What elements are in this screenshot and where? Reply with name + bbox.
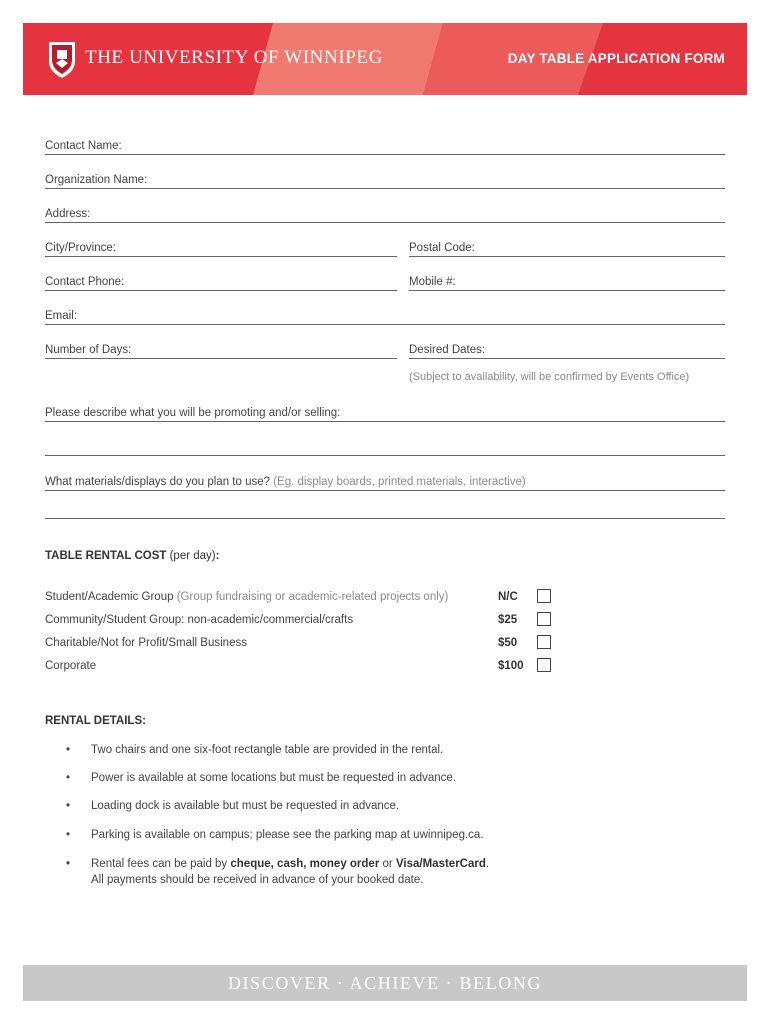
payment-period: . — [485, 858, 490, 870]
materials-hint: (Eg. display boards, printed materials, interactive) — [273, 476, 526, 488]
rate-row-student — [45, 589, 555, 607]
rental-cost-title: TABLE RENTAL COST — [45, 550, 167, 562]
address-label: Address: — [45, 208, 91, 220]
rate-label-text: Student/Academic Group — [45, 591, 174, 603]
rate-row-charitable — [45, 635, 555, 653]
rate-label: Charitable/Not for Profit/Small Business — [45, 637, 247, 649]
city-province-label: City/Province: — [45, 242, 116, 254]
header-banner — [23, 23, 747, 95]
materials-label — [45, 476, 526, 488]
rate-row-corporate — [45, 658, 555, 676]
rate-price: N/C — [498, 591, 518, 603]
contact-name-label: Contact Name: — [45, 140, 122, 152]
mobile-label: Mobile #: — [409, 276, 456, 288]
contact-name-field[interactable] — [45, 136, 725, 155]
materials-field-line-2[interactable] — [45, 500, 725, 519]
materials-question: What materials/displays do you plan to use? — [45, 476, 271, 488]
desired-dates-label: Desired Dates: — [409, 344, 486, 356]
rental-cost-suffix: (per day) — [169, 550, 216, 562]
rate-label-note: (Group fundraising or academic-related projects only) — [176, 591, 449, 603]
rate-checkbox-community[interactable] — [537, 612, 551, 626]
rate-price: $100 — [498, 660, 524, 672]
desired-dates-field[interactable] — [409, 340, 725, 359]
email-label: Email: — [45, 310, 77, 322]
mobile-field[interactable] — [409, 272, 725, 291]
rate-checkbox-charitable[interactable] — [537, 635, 551, 649]
organization-name-label: Organization Name: — [45, 174, 148, 186]
organization-name-field[interactable] — [45, 170, 725, 189]
bullet-dot: • — [66, 800, 71, 812]
payment-prefix: Rental fees can be paid by — [91, 858, 228, 870]
detail-item-payment — [66, 856, 706, 890]
detail-text: Loading dock is available but must be requested in advance. — [91, 800, 400, 812]
university-crest-icon — [47, 39, 77, 79]
detail-text: Two chairs and one six-foot rectangle table are provided in the rental. — [91, 744, 444, 756]
email-field[interactable] — [45, 306, 725, 325]
rental-cost-heading — [45, 550, 219, 562]
rental-cost-colon: : — [215, 550, 220, 562]
availability-note: (Subject to availability, will be confirmed by Events Office) — [409, 371, 690, 383]
rate-label: Corporate — [45, 660, 97, 672]
footer-banner — [23, 965, 747, 1001]
postal-code-field[interactable] — [409, 238, 725, 257]
rental-details-heading: RENTAL DETAILS: — [45, 715, 146, 727]
rate-price: $50 — [498, 637, 518, 649]
bullet-dot: • — [66, 772, 71, 784]
address-field[interactable] — [45, 204, 725, 223]
detail-text: Parking is available on campus; please see the parking map at uwinnipeg.ca. — [91, 829, 484, 841]
number-of-days-label: Number of Days: — [45, 344, 132, 356]
postal-code-label: Postal Code: — [409, 242, 475, 254]
bullet-dot: • — [66, 858, 71, 870]
payment-or: or — [382, 858, 393, 870]
bullet-dot: • — [66, 829, 71, 841]
footer-motto: DISCOVER · ACHIEVE · BELONG — [227, 973, 543, 993]
promoting-field-line-2[interactable] — [45, 437, 725, 456]
payment-methods: cheque, cash, money order — [230, 858, 380, 870]
rate-row-community — [45, 612, 555, 630]
detail-text: Power is available at some locations but must be requested in advance. — [91, 772, 457, 784]
payment-cards: Visa/MasterCard — [395, 858, 486, 870]
city-province-field[interactable] — [45, 238, 397, 257]
payment-line-2: All payments should be received in advance of your booked date. — [91, 874, 424, 886]
rate-checkbox-student[interactable] — [537, 589, 551, 603]
form-title: DAY TABLE APPLICATION FORM — [507, 51, 725, 66]
university-name: THE UNIVERSITY OF WINNIPEG — [85, 47, 383, 68]
rate-checkbox-corporate[interactable] — [537, 658, 551, 672]
rate-label: Community/Student Group: non-academic/commercial/crafts — [45, 614, 354, 626]
payment-text — [91, 856, 489, 888]
bullet-dot: • — [66, 744, 71, 756]
rate-price: $25 — [498, 614, 518, 626]
contact-phone-field[interactable] — [45, 272, 397, 291]
promoting-label: Please describe what you will be promoting and/or selling: — [45, 407, 341, 419]
rate-label — [45, 591, 448, 603]
materials-field[interactable] — [45, 472, 725, 491]
contact-phone-label: Contact Phone: — [45, 276, 125, 288]
number-of-days-field[interactable] — [45, 340, 397, 359]
promoting-field[interactable] — [45, 403, 725, 422]
